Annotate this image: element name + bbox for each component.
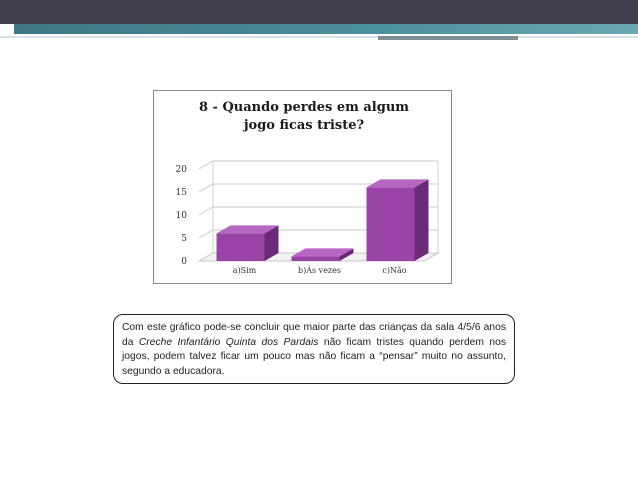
header-band	[0, 0, 638, 24]
conclusion-text-italic: Creche Infantário Quinta dos Pardais	[138, 336, 319, 348]
header-accent-band	[14, 24, 638, 34]
chart-title: 8 - Quando perdes em algum jogo ficas triste?	[198, 100, 410, 133]
conclusion-text-part2: não ficam tristes quando perdem nos jogos, podem talvez ficar um pouco mas não ficam a “pensar” muito no assunto, segundo a educadora.	[122, 336, 506, 377]
header-divider	[0, 36, 638, 38]
y-tick-label: 0	[181, 257, 187, 267]
bar-front	[292, 256, 340, 261]
conclusion-note	[113, 314, 515, 384]
y-tick-label: 20	[175, 165, 187, 175]
x-category-label: b)Às vezes	[298, 266, 341, 275]
bar-side	[415, 179, 429, 261]
header-divider-segment	[378, 36, 518, 40]
x-category-label: a)Sim	[232, 266, 257, 275]
chart-container	[153, 90, 452, 284]
conclusion-text-part1: Com este gráfico pode-se concluir que maior parte das crianças da sala 4/5/6 anos da	[122, 322, 506, 348]
bar-chart	[154, 91, 451, 283]
x-category-label: c)Não	[382, 266, 407, 275]
bar-front	[367, 187, 415, 261]
y-tick-label: 15	[175, 188, 187, 198]
y-tick-label: 5	[181, 234, 187, 244]
conclusion-text	[122, 321, 506, 379]
y-tick-label: 10	[175, 211, 187, 221]
bar-front	[217, 233, 265, 261]
